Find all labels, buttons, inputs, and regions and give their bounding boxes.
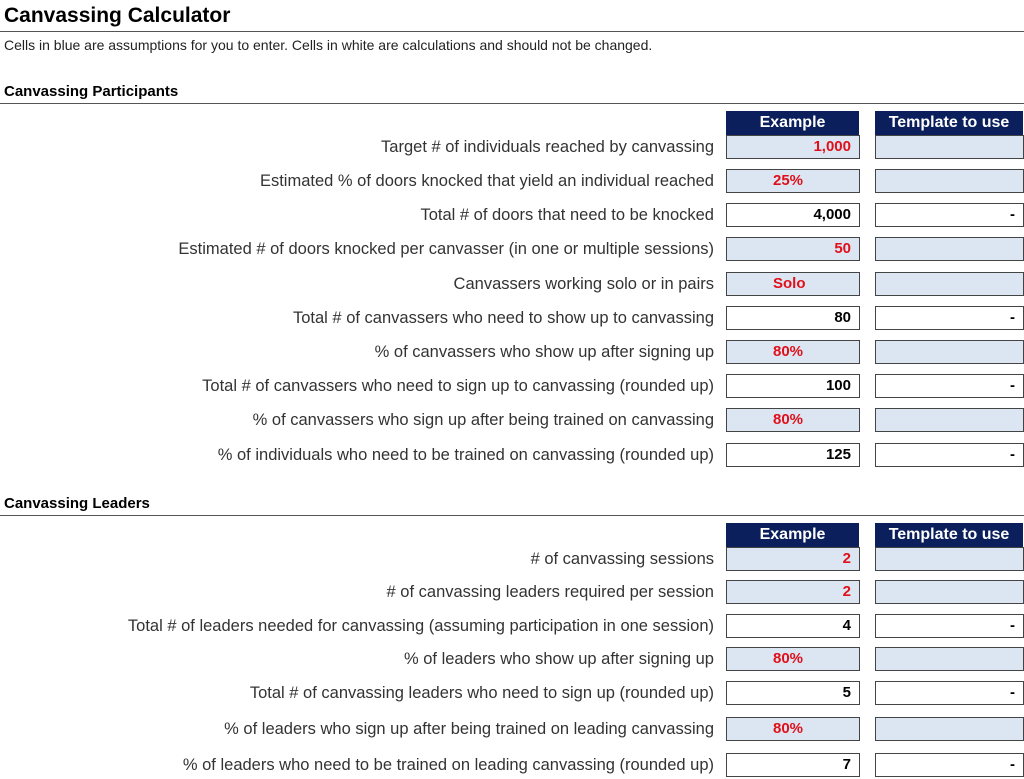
row-label: Estimated # of doors knocked per canvasser (in one or multiple sessions) xyxy=(178,240,714,258)
example-input-cell[interactable]: 2 xyxy=(726,580,860,604)
template-calc-cell: - xyxy=(875,306,1024,330)
row-label: % of leaders who sign up after being trained on leading canvassing xyxy=(224,720,714,738)
participants-row xyxy=(0,442,1024,468)
leaders-row xyxy=(0,579,1024,605)
template-input-cell[interactable] xyxy=(875,135,1024,159)
example-input-cell[interactable]: 80% xyxy=(726,717,860,741)
participants-heading: Canvassing Participants xyxy=(4,83,179,100)
participants-row xyxy=(0,407,1024,433)
row-label: Estimated % of doors knocked that yield an individual reached xyxy=(259,172,714,190)
example-input-cell[interactable]: Solo xyxy=(726,272,860,296)
leaders-divider xyxy=(0,515,1024,516)
example-calc-cell: 7 xyxy=(726,753,860,777)
row-label: Total # of canvassers who need to show up to canvassing xyxy=(293,309,714,327)
row-label: Total # of leaders needed for canvassing (assuming participation in one session) xyxy=(127,617,714,635)
template-input-cell[interactable] xyxy=(875,647,1024,671)
example-input-cell[interactable]: 80% xyxy=(726,408,860,432)
leaders-row xyxy=(0,613,1024,639)
template-input-cell[interactable] xyxy=(875,340,1024,364)
participants-row xyxy=(0,271,1024,297)
row-label: % of leaders who show up after signing up xyxy=(403,650,714,668)
row-label: % of leaders who need to be trained on leading canvassing (rounded up) xyxy=(182,756,714,774)
example-calc-cell: 5 xyxy=(726,681,860,705)
template-input-cell[interactable] xyxy=(875,272,1024,296)
example-input-cell[interactable]: 50 xyxy=(726,237,860,261)
row-label: Total # of canvassers who need to sign up to canvassing (rounded up) xyxy=(202,377,714,395)
template-calc-cell: - xyxy=(875,374,1024,398)
example-input-cell[interactable]: 80% xyxy=(726,340,860,364)
page-title: Canvassing Calculator xyxy=(4,4,231,27)
leaders-row xyxy=(0,680,1024,706)
row-label: Canvassers working solo or in pairs xyxy=(453,275,714,293)
participants-row xyxy=(0,236,1024,262)
template-input-cell[interactable] xyxy=(875,237,1024,261)
leaders-row xyxy=(0,752,1024,778)
leaders-row xyxy=(0,716,1024,742)
template-calc-cell: - xyxy=(875,203,1024,227)
participants-row xyxy=(0,305,1024,331)
row-label: Total # of doors that need to be knocked xyxy=(420,206,714,224)
template-calc-cell: - xyxy=(875,681,1024,705)
example-calc-cell: 4 xyxy=(726,614,860,638)
example-calc-cell: 100 xyxy=(726,374,860,398)
template-input-cell[interactable] xyxy=(875,580,1024,604)
template-calc-cell: - xyxy=(875,614,1024,638)
row-label: Target # of individuals reached by canvassing xyxy=(381,138,714,156)
participants-row xyxy=(0,373,1024,399)
row-label: # of canvassing sessions xyxy=(530,550,714,568)
example-input-cell[interactable]: 80% xyxy=(726,647,860,671)
leaders-heading: Canvassing Leaders xyxy=(4,495,150,512)
row-label: # of canvassing leaders required per session xyxy=(386,583,714,601)
title-divider xyxy=(0,31,1024,32)
leaders-example-header: Example xyxy=(726,523,859,547)
participants-row xyxy=(0,339,1024,365)
row-label: % of canvassers who sign up after being trained on canvassing xyxy=(252,411,714,429)
participants-row xyxy=(0,202,1024,228)
row-label: % of canvassers who show up after signing up xyxy=(374,343,714,361)
leaders-template-header: Template to use xyxy=(875,523,1023,547)
example-input-cell[interactable]: 25% xyxy=(726,169,860,193)
example-calc-cell: 4,000 xyxy=(726,203,860,227)
example-input-cell[interactable]: 1,000 xyxy=(726,135,860,159)
example-input-cell[interactable]: 2 xyxy=(726,547,860,571)
participants-template-header: Template to use xyxy=(875,111,1023,135)
participants-example-header: Example xyxy=(726,111,859,135)
template-input-cell[interactable] xyxy=(875,547,1024,571)
template-input-cell[interactable] xyxy=(875,169,1024,193)
participants-row xyxy=(0,134,1024,160)
template-input-cell[interactable] xyxy=(875,717,1024,741)
leaders-row xyxy=(0,546,1024,572)
participants-divider xyxy=(0,103,1024,104)
template-input-cell[interactable] xyxy=(875,408,1024,432)
template-calc-cell: - xyxy=(875,753,1024,777)
page-subtitle: Cells in blue are assumptions for you to enter. Cells in white are calculations and should not be changed. xyxy=(4,37,653,53)
row-label: % of individuals who need to be trained on canvassing (rounded up) xyxy=(217,446,714,464)
leaders-row xyxy=(0,646,1024,672)
example-calc-cell: 80 xyxy=(726,306,860,330)
example-calc-cell: 125 xyxy=(726,443,860,467)
row-label: Total # of canvassing leaders who need to sign up (rounded up) xyxy=(249,684,714,702)
participants-row xyxy=(0,168,1024,194)
template-calc-cell: - xyxy=(875,443,1024,467)
